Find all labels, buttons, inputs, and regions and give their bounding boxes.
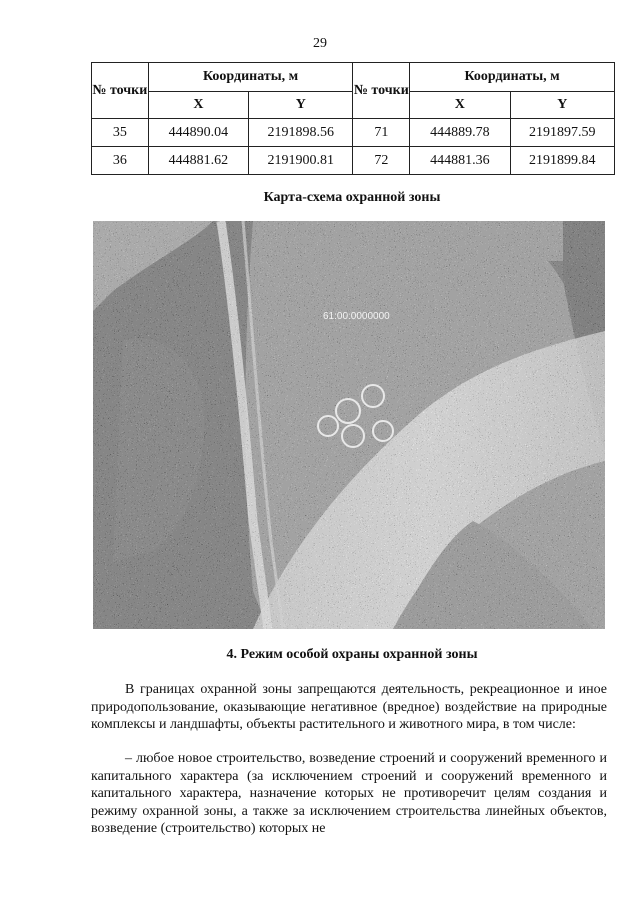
y-cell: 2191898.56 xyxy=(249,119,353,147)
x-cell: 444890.04 xyxy=(148,119,248,147)
point-number-header: № точки xyxy=(353,63,410,119)
page-number: 29 xyxy=(313,36,327,51)
point-number-cell: 71 xyxy=(353,119,410,147)
point-number-cell: 72 xyxy=(353,147,410,175)
coordinates-table xyxy=(91,62,615,175)
point-number-cell: 36 xyxy=(92,147,149,175)
x-cell: 444889.78 xyxy=(410,119,510,147)
x-cell: 444881.36 xyxy=(410,147,510,175)
x-header: X xyxy=(148,92,248,119)
y-header: Y xyxy=(510,92,614,119)
y-cell: 2191899.84 xyxy=(510,147,614,175)
y-header: Y xyxy=(249,92,353,119)
table-row xyxy=(92,147,615,175)
x-header: X xyxy=(410,92,510,119)
paragraph xyxy=(91,750,607,838)
y-cell: 2191897.59 xyxy=(510,119,614,147)
paragraph xyxy=(91,681,607,734)
point-number-cell: 35 xyxy=(92,119,149,147)
paragraph-text: – любое новое строительство, возведение строений и сооружений временного и капитального характера (за исключением строений и сооружений временного и капитального характера, назначение которых не противоречит целям создания и режиму охранной зоны, а также за исключением строительства линейных объектов, возведение (строительство) которых не xyxy=(91,751,607,836)
table-row xyxy=(92,119,615,147)
section-title: 4. Режим особой охраны охранной зоны xyxy=(226,647,478,662)
satellite-map xyxy=(93,221,605,629)
coordinates-header: Координаты, м xyxy=(410,63,615,92)
coordinates-header: Координаты, м xyxy=(148,63,353,92)
x-cell: 444881.62 xyxy=(148,147,248,175)
point-number-header: № точки xyxy=(92,63,149,119)
paragraph-text: В границах охранной зоны запрещаются деятельность, рекреационное и иное природопользование, оказывающие негативное (вредное) воздействие на природные комплексы и ландшафты, объекты растительного и животного мира, в том числе: xyxy=(91,682,607,732)
y-cell: 2191900.81 xyxy=(249,147,353,175)
map-title: Карта-схема охранной зоны xyxy=(263,190,441,205)
cadastral-label: 61:00:0000000 xyxy=(323,311,390,322)
